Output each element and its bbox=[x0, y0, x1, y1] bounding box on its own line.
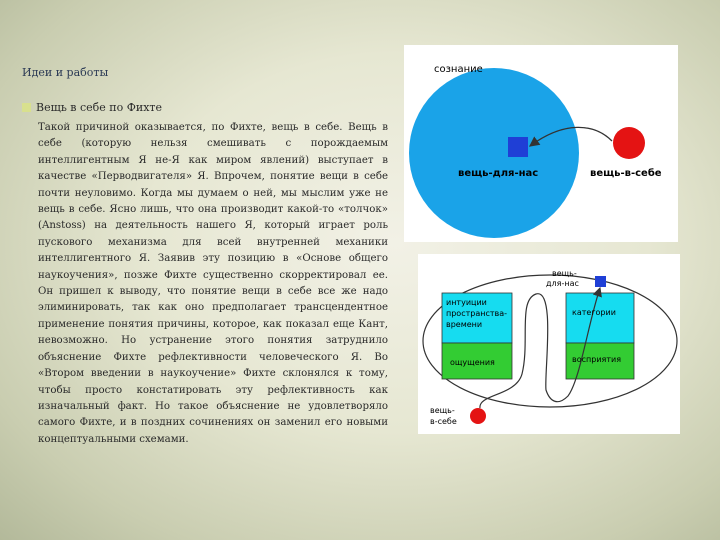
thing-in-itself-circle bbox=[470, 408, 486, 424]
thing-in-itself-circle bbox=[613, 127, 645, 159]
diagram-consciousness-panel bbox=[404, 45, 678, 242]
consciousness-circle bbox=[409, 68, 579, 238]
categories-box bbox=[566, 293, 634, 343]
consciousness-label: сознание bbox=[434, 64, 483, 75]
body-paragraph: Такой причиной оказывается, по Фихте, вещь в себе. Вещь в себе (которую нельзя смешивать с порождаемым интеллигентным Я не-Я как миром явлений) выступает в качестве «Перводвигателя» Я. Впрочем, понятие вещи в себе почти неуловимо. Когда мы думаем о ней, мы мыслим уже не вещь в себе. Ясно лишь, что она производит какой-то «толчок» (Anstoss) на деятельность нашего Я, который играет роль пускового механизма для всей внутренней механики интеллигентного Я. Заявив эту позицию в «Основе общего наукоучения», позже Фихте существенно скорректировал ее. Он пришел к выводу, что понятие вещи в себе все же надо элиминировать, так как оно предполагает трансцендентное применение понятия причины, которое, как показал еще Кант, невозможно. Но устранение этого понятия затруднило объяснение Фихте рефлективности человеческого Я. Во «Втором введении в наукоучение» Фихте склонялся к тому, чтобы просто констатировать эту рефлективность как изначальный факт. Но такое объяснение не удовлетворяло самого Фихте, и в поздних сочинениях он заменил его новыми концептуальными схемами. bbox=[38, 122, 388, 445]
perception-label: восприятия bbox=[572, 355, 621, 364]
categories-label: категории bbox=[572, 308, 616, 317]
thing-for-us-label-1: вещь- bbox=[552, 269, 577, 278]
thing-for-us-label: вещь-для-нас bbox=[458, 168, 539, 179]
thing-in-itself-label-2: в-себе bbox=[430, 417, 457, 426]
thing-for-us-square bbox=[508, 137, 528, 157]
bullet-heading-text: Вещь в себе по Фихте bbox=[36, 101, 163, 114]
intuitions-label-2: пространства- bbox=[446, 309, 508, 318]
thing-for-us-square bbox=[595, 276, 606, 287]
sensations-label: ощущения bbox=[450, 358, 495, 367]
diagram-consciousness bbox=[404, 45, 678, 242]
thing-in-itself-label-1: вещь- bbox=[430, 406, 455, 415]
bullet-icon bbox=[22, 103, 31, 112]
thing-in-itself-label: вещь-в-себе bbox=[590, 168, 662, 179]
diagram-structure-panel bbox=[418, 254, 680, 434]
bullet-heading bbox=[22, 101, 162, 114]
thing-for-us-label-2: для-нас bbox=[546, 279, 579, 288]
slide-title: Идеи и работы bbox=[22, 66, 109, 79]
intuitions-label-3: времени bbox=[446, 320, 483, 329]
diagram-structure bbox=[418, 254, 680, 434]
intuitions-label-1: интуиции bbox=[446, 298, 487, 307]
